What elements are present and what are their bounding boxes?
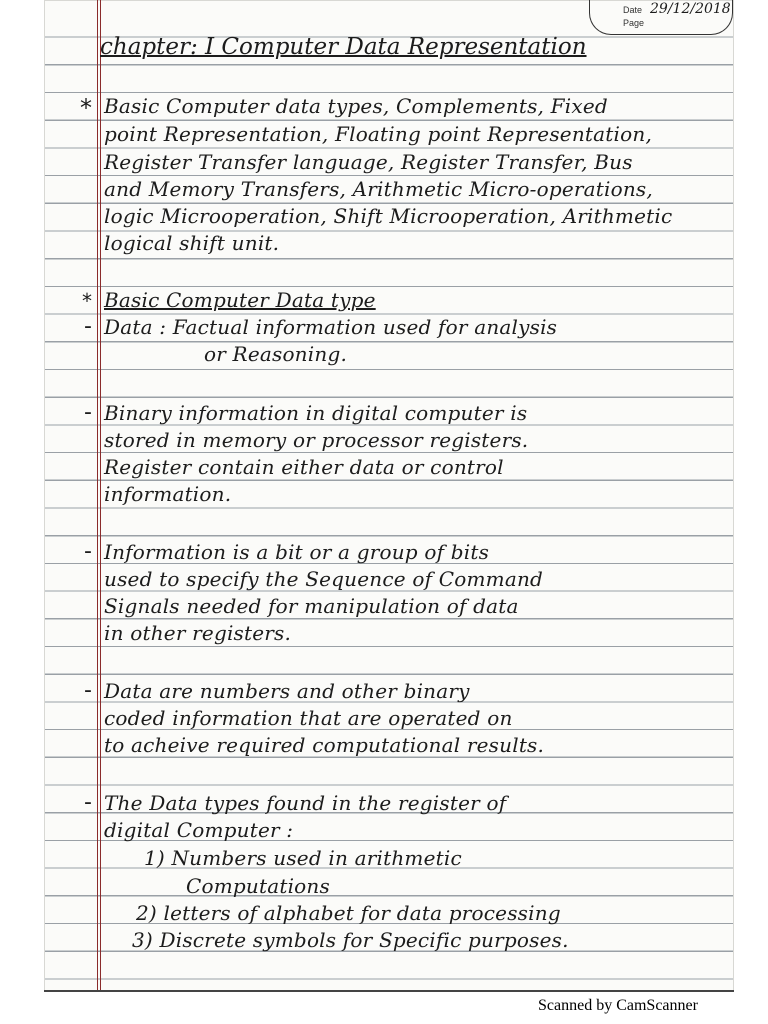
overview-line-2: point Representation, Floating point Representation, (104, 122, 652, 146)
section-marker: * (82, 289, 92, 313)
binary-line-2: stored in memory or processor registers. (104, 428, 529, 452)
binary-line-4: information. (104, 482, 232, 506)
definition-line-1: Data : Factual information used for analysis (104, 315, 558, 339)
date-value: 29/12/2018 (650, 1, 731, 17)
data-numbers-line-2: coded information that are operated on (104, 706, 513, 730)
information-line-4: in other registers. (104, 621, 292, 645)
overview-line-6: logical shift unit. (104, 231, 280, 255)
data-numbers-line-3: to acheive required computational results. (104, 733, 545, 757)
information-line-1: Information is a bit or a group of bits (104, 540, 490, 564)
overview-line-5: logic Microoperation, Shift Microoperation, Arithmetic (104, 204, 673, 228)
date-box (589, 0, 733, 35)
definition-line-2: or Reasoning. (204, 342, 348, 366)
types-item-1-cont: Computations (186, 874, 330, 898)
chapter-title: chapter: I Computer Data Representation (100, 34, 587, 60)
types-line-2: digital Computer : (104, 818, 294, 842)
overview-line-4: and Memory Transfers, Arithmetic Micro-operations, (104, 177, 653, 201)
types-marker: - (84, 790, 92, 815)
binary-line-3: Register contain either data or control (104, 455, 504, 479)
definition-marker: - (84, 314, 92, 339)
information-line-3: Signals needed for manipulation of data (104, 594, 519, 618)
overview-marker: * (80, 94, 92, 122)
page-label: Page (623, 18, 645, 28)
section-heading: Basic Computer Data type (104, 288, 376, 312)
information-marker: - (84, 539, 92, 564)
margin-line (97, 0, 101, 992)
data-numbers-line-1: Data are numbers and other binary (104, 679, 470, 703)
binary-line-1: Binary information in digital computer is (104, 401, 528, 425)
date-label: Date (623, 5, 643, 15)
overview-line-1: Basic Computer data types, Complements, Fixed (104, 94, 608, 118)
types-item-2: 2) letters of alphabet for data processing (136, 901, 561, 925)
types-item-1: 1) Numbers used in arithmetic (144, 846, 462, 870)
data-numbers-marker: - (84, 678, 92, 703)
notebook-page (44, 0, 734, 992)
types-line-1: The Data types found in the register of (104, 791, 507, 815)
information-line-2: used to specify the Sequence of Command (104, 567, 544, 591)
scanner-watermark: Scanned by CamScanner (538, 997, 698, 1014)
binary-marker: - (84, 400, 92, 425)
types-item-3: 3) Discrete symbols for Specific purposes. (132, 928, 569, 952)
overview-line-3: Register Transfer language, Register Transfer, Bus (104, 150, 633, 174)
